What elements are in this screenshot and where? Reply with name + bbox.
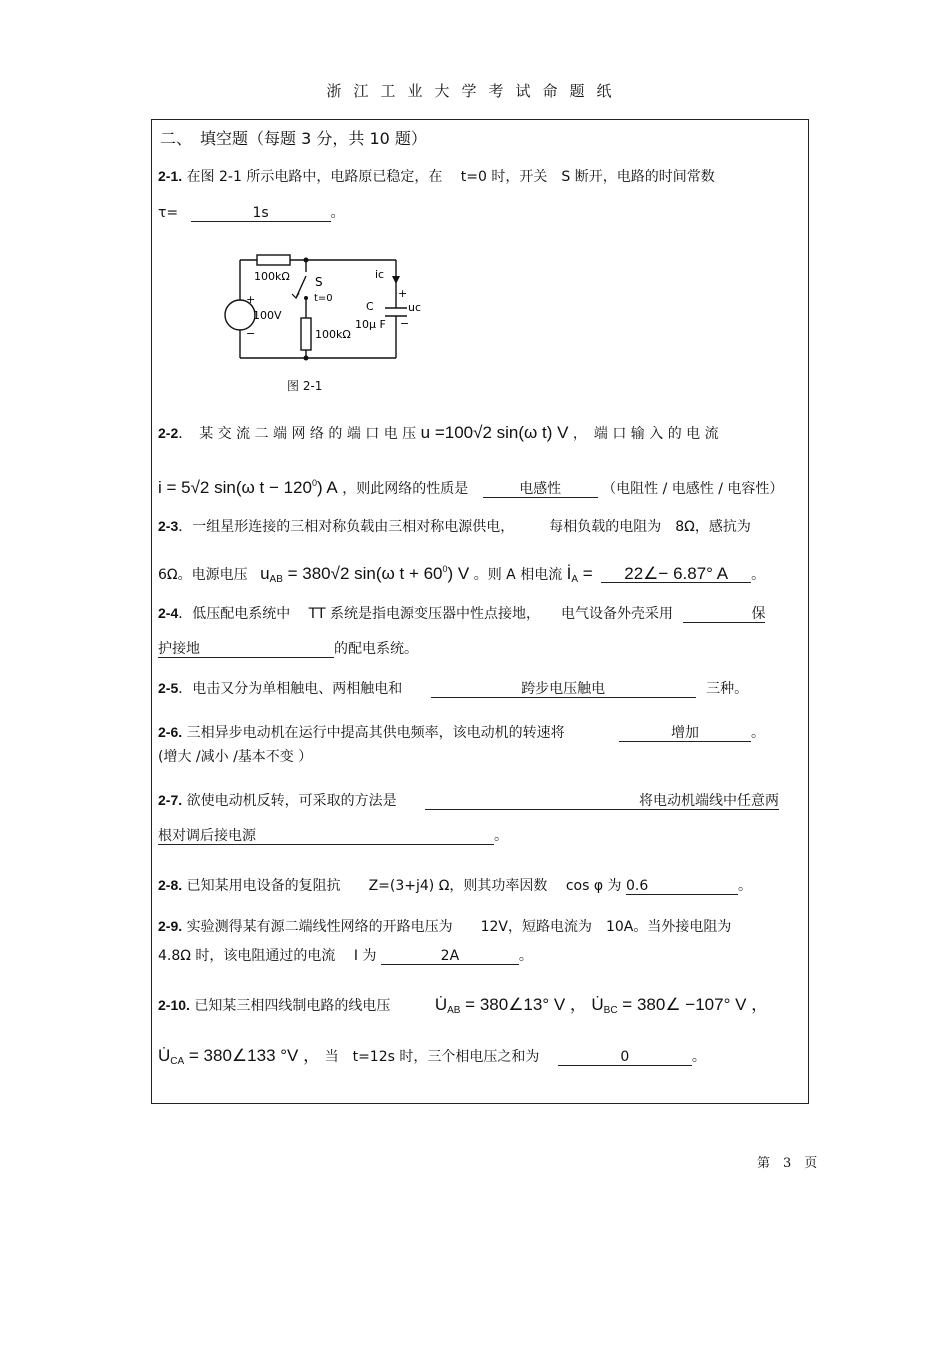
q10-number: 2-10.: [158, 997, 190, 1013]
q9-text2: 4.8Ω 时，该电阻通过的电流 I 为: [158, 948, 377, 964]
q5-text2: 三种。: [706, 681, 749, 697]
q10-text1: 已知某三相四线制电路的线电压: [194, 998, 391, 1014]
q4-number: 2-4: [158, 605, 179, 621]
q7-line2: [158, 827, 508, 845]
q2-answer: 电感性: [483, 481, 598, 498]
q1-line2: [158, 204, 345, 222]
q2-line2: [158, 474, 783, 498]
q9-line1: [158, 917, 731, 936]
q10-text2: 当 t=12s 时，三个相电压之和为: [324, 1049, 540, 1065]
q8-line: [158, 876, 752, 895]
q5-line: [158, 679, 748, 698]
q1-answer: 1s: [191, 205, 331, 222]
q2-text1: ． 某 交 流 二 端 网 络 的 端 口 电 压: [178, 426, 417, 442]
q7-answer-part1: 将电动机端线中任意两: [425, 793, 779, 810]
resistor-r1: [257, 255, 290, 265]
section-title: 二、 填空题（每题 3 分，共 10 题）: [160, 129, 427, 148]
q7-text1: 欲使电动机反转，可采取的方法是: [186, 793, 397, 809]
fig-r2-label: 100kΩ: [315, 328, 351, 341]
q1-end: 。: [330, 205, 345, 221]
figure-caption: 图 2-1: [287, 379, 323, 393]
q3-line1: [158, 517, 751, 536]
q2-voltage-expr: u =100√2 sin(ω t) V: [420, 423, 569, 442]
q4-answer-part2: 护接地: [158, 641, 334, 658]
q8-number: 2-8.: [158, 877, 183, 893]
q3-text1: ．一组星形连接的三相对称负载由三相对称电源供电， 每相负载的电阻为 8Ω，感抗为: [178, 519, 751, 535]
fig-uc-label: uᴄ: [408, 301, 422, 314]
q4-text1: ．低压配电系统中 TT 系统是指电源变压器中性点接地， 电气设备外壳采用: [178, 606, 673, 622]
q1-number: 2-1.: [158, 168, 183, 184]
fig-switch-label: S: [315, 275, 323, 289]
q10-uca-expr: $U̇_{CA}$ = 380∠133 °V ，: [158, 1046, 321, 1067]
q4-text2: 的配电系统。: [334, 641, 418, 657]
q9-line2: [158, 947, 533, 965]
q2-line1: [158, 424, 719, 443]
q2-text2: ， 端 口 输 入 的 电 流: [572, 426, 719, 442]
q9-number: 2-9.: [158, 918, 183, 934]
fig-ic-label: iᴄ: [375, 268, 385, 281]
fig-r1-label: 100kΩ: [254, 270, 290, 283]
q6-end: 。: [751, 725, 766, 741]
q2-current-expr: i = 5√2 sin(ω $t - 120^0$) A: [158, 478, 338, 497]
q6-line2: [158, 748, 312, 766]
q7-answer-part2: 根对调后接电源: [158, 828, 494, 845]
q6-line1: [158, 723, 765, 742]
resistor-r2: [301, 318, 311, 350]
fig-t0-label: t=0: [314, 293, 333, 304]
q8-end: 。: [738, 878, 753, 894]
q3-text3: 。则 A 相电流: [473, 567, 563, 583]
q8-answer: 0.6: [626, 878, 738, 895]
q4-line1: [158, 604, 765, 623]
fig-src-minus: −: [246, 327, 256, 340]
q10-ubc-expr: $U̇_{BC}$ = 380∠ −107° V ，: [591, 995, 769, 1016]
fig-cap-plus: +: [398, 287, 408, 300]
q9-text1: 实验测得某有源二端线性网络的开路电压为 12V，短路电流为 10A。当外接电阻为: [186, 919, 732, 935]
q3-current-symbol: $İ_A$ =: [566, 564, 593, 585]
q7-number: 2-7.: [158, 792, 183, 808]
q6-number: 2-6.: [158, 724, 183, 740]
circuit-figure: [215, 248, 422, 368]
fig-src-plus: +: [246, 293, 256, 306]
q4-answer-part1: 保: [683, 606, 765, 623]
q2-number: 2-2: [158, 425, 179, 441]
q7-line1: [158, 791, 779, 810]
q3-line2: [158, 560, 765, 589]
page-header: 浙江工业大学考试命题纸: [326, 82, 624, 100]
q6-text1: 三相异步电动机在运行中提高其供电频率，该电动机的转速将: [186, 725, 565, 741]
q7-end: 。: [494, 828, 508, 844]
fig-cap-minus: −: [400, 317, 410, 330]
q3-number: 2-3: [158, 518, 179, 534]
q3-end: 。: [751, 567, 766, 583]
q3-voltage-expr: $u_{AB} = 380√2$ sin(ω $t + 60^0$) V: [260, 564, 470, 585]
q10-answer: 0: [558, 1049, 692, 1066]
fig-c-label: C: [366, 300, 374, 313]
q4-line2: [158, 640, 418, 658]
q10-end: 。: [691, 1049, 706, 1065]
q6-answer: 增加: [619, 725, 751, 742]
q5-text1: ．电击又分为单相触电、两相触电和: [178, 681, 403, 697]
q5-answer: 跨步电压触电: [431, 681, 696, 698]
fig-cap-value: 10μ F: [355, 318, 386, 331]
q6-options: (增大 /减小 /基本不变 ）: [158, 749, 313, 765]
q10-uab-expr: $U̇_{AB}$ = 380∠13° V ，: [434, 995, 587, 1016]
q5-number: 2-5: [158, 680, 179, 696]
q1-text: 在图 2-1 所示电路中，电路原已稳定，在 t=0 时，开关 S 断开，电路的时间常数: [186, 169, 715, 185]
q2-options: （电阻性 / 电感性 / 电容性）: [602, 481, 784, 497]
q10-line1: [158, 996, 768, 1020]
q3-text2: 6Ω。电源电压: [158, 567, 248, 583]
q9-end: 。: [518, 948, 533, 964]
q1-line1: [158, 167, 715, 186]
q1-tau-prefix: τ=: [158, 205, 179, 221]
q8-text1: 已知某用电设备的复阻抗 Z=(3+j4) Ω，则其功率因数 cos φ 为: [186, 878, 622, 894]
q3-answer: 22∠− 6.87° A: [601, 566, 751, 583]
fig-src-label: 100V: [253, 309, 282, 322]
q9-answer: 2A: [381, 948, 519, 965]
q2-text3: ，则此网络的性质是: [342, 481, 469, 497]
page-number: 第 3 页: [757, 1156, 818, 1171]
q10-line2: [158, 1047, 706, 1071]
